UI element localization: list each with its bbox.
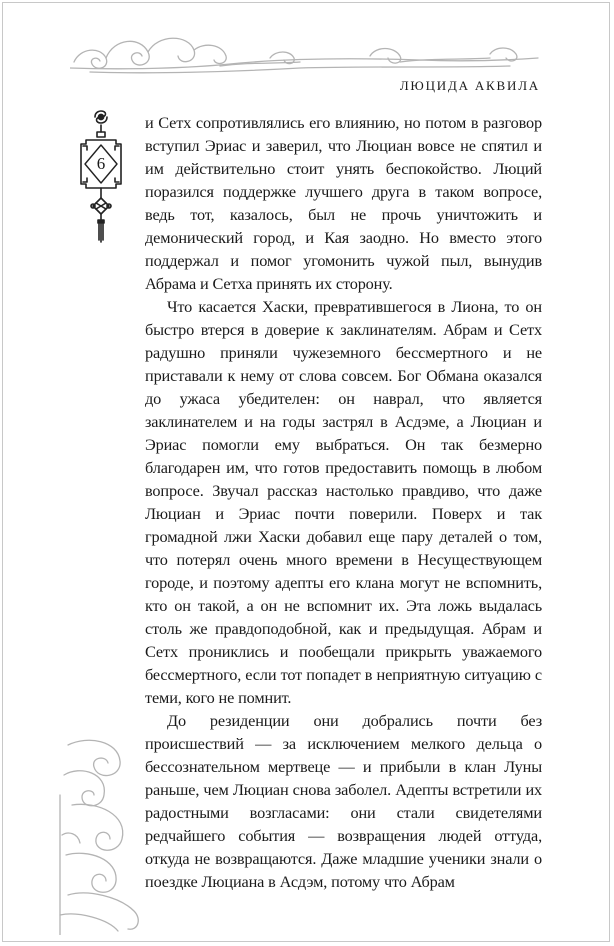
paragraph: Что касается Хаски, превратившегося в Лиона, то он быстро втерся в доверие к заклинателям. Абрам и Сетх радушно приняли чужеземного бессмертного и не приставали к нему от слова совсем. Бог Обмана оказался до ужаса убедителен: он наврал, что является заклинателем и на годы застрял в Асдэме, а Люциан и Эриас помогли ему выбраться. Он так безмерно благодарен им, что готов предоставить помощь в любом вопросе. Звучал рассказ настолько правдиво, что даже Люциан и Эриас почти поверили. Поверх и так громадной лжи Хаски добавил еще пару деталей о том, что потерял очень много времени в Несуществующем городе, и поэтому адепты его клана могут не вспомнить, кто он такой, а он не вспомнит их. Эта ложь выдалась столь же правдоподобной, как и предыдущая. Абрам и Сетх прониклись и пообещали прикрыть уважаемого бессмертного, если тот попадет в неприятную ситуацию с теми, кого не помнит. — [145, 297, 542, 707]
chapter-number: 6 — [96, 154, 106, 173]
body-text — [145, 111, 542, 893]
chapter-emblem-icon — [74, 108, 128, 248]
cloud-ornament-bottom — [58, 735, 148, 935]
paragraph: и Сетх сопротивлялись его влиянию, но потом в разговор вступил Эриас и заверил, что Люциан вовсе не спятил и им действительно стоит унять беспокойство. Люций поразился поддержке лучшего друга в таком вопросе, ведь тот, казалось, был не прочь уничтожить и демонический город, и Кая заодно. Но вместо этого поддержал и помог угомонить чужой пыл, вынудив Абрама и Сетха принять их сторону. — [145, 113, 542, 293]
chapter-ornament — [74, 108, 128, 252]
paragraph: До резиденции они добрались почти без происшествий — за исключением мелкого дельца о бессознательном мертвеце — и прибыли в клан Луны раньше, чем Люциан снова заболел. Адепты встретили их радостными возгласами: они стали свидетелями редчайшего события — возвращения людей оттуда, откуда не возвращаются. Даже младшие ученики знали о поездке Люциана в Асдэм, потому что Абрам — [145, 711, 542, 891]
cloud-ornament-top — [70, 28, 540, 76]
running-header: ЛЮЦИДА АКВИЛА — [399, 78, 540, 93]
